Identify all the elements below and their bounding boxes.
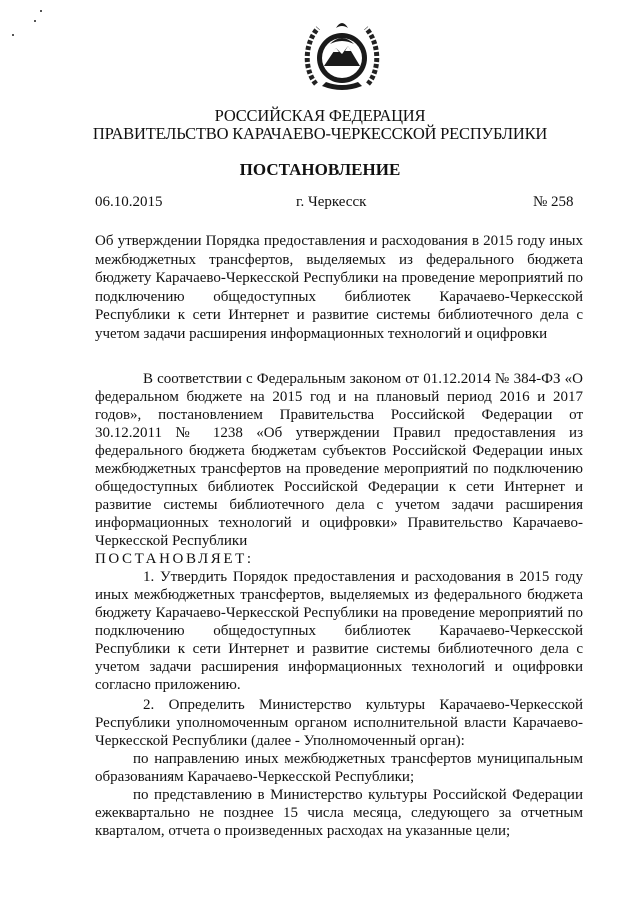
- document-number: № 258: [533, 194, 574, 210]
- government-name: ПРАВИТЕЛЬСТВО КАРАЧАЕВО-ЧЕРКЕССКОЙ РЕСПУБЛИКИ: [92, 124, 548, 143]
- scan-speck: [40, 10, 42, 12]
- scan-speck: [34, 20, 36, 22]
- preamble-paragraph: В соответствии с Федеральным законом от 01.12.2014 № 384-ФЗ «О федеральном бюджете на 2015 год и на плановый период 2016 и 2017 годов», постановлением Правительства Российской Федерации от 30.12.2011 № 1238 «Об утверждении Правил предоставления из федерального бюджета бюджетам субъектов Российской Федерации иных межбюджетных трансфертов на проведение мероприятий по подключению общедоступных библиотек Российской Федерации к сети Интернет и развитие системы библиотечного дела с учетом задачи расширения информационных технологий и оцифровки» Правительство Карачаево-Черкесской Республики: [95, 371, 583, 549]
- country-name: РОССИЙСКАЯ ФЕДЕРАЦИЯ: [214, 106, 426, 125]
- item-2b-paragraph: по представлению в Министерство культуры Российской Федерации ежеквартально не позднее 15 числа месяца, следующего за отчетным кварталом, отчета о произведенных расходах на указанные цели;: [95, 787, 583, 839]
- document-type: ПОСТАНОВЛЕНИЕ: [239, 160, 401, 179]
- coat-of-arms-icon: [300, 14, 384, 98]
- scan-speck: [12, 34, 14, 36]
- item-2-paragraph: 2. Определить Министерство культуры Карачаево-Черкесской Республики уполномоченным органом исполнительной власти Карачаево-Черкесской Республики (далее - Уполномоченный орган):: [95, 697, 583, 749]
- item-1-paragraph: 1. Утвердить Порядок предоставления и расходования в 2015 году иных межбюджетных трансфертов, выделяемых из федерального бюджета бюджету Карачаево-Черкесской Республики на проведение мероприятий по подключению общедоступных библиотек Карачаево-Черкесской Республики к сети Интернет и развитие системы библиотечного дела с учетом задачи расширения информационных технологий и оцифровки согласно приложению.: [95, 569, 583, 693]
- document-city: г. Черкесск: [296, 194, 367, 210]
- document-subject: Об утверждении Порядка предоставления и расходования в 2015 году иных межбюджетных трансфертов, выделяемых из федерального бюджета бюджету Карачаево-Черкесской Республики на проведение мероприятий по подключению общедоступных библиотек Карачаево-Черкесской Республики к сети Интернет и развитие системы библиотечного дела с учетом задачи расширения информационных технологий и оцифровки: [95, 233, 583, 342]
- document-body: [95, 370, 583, 840]
- decree-word: ПОСТАНОВЛЯЕТ:: [95, 551, 254, 567]
- item-2a-paragraph: по направлению иных межбюджетных трансфертов муниципальным образованиям Карачаево-Черкесской Республики;: [95, 751, 583, 785]
- document-date: 06.10.2015: [95, 194, 163, 210]
